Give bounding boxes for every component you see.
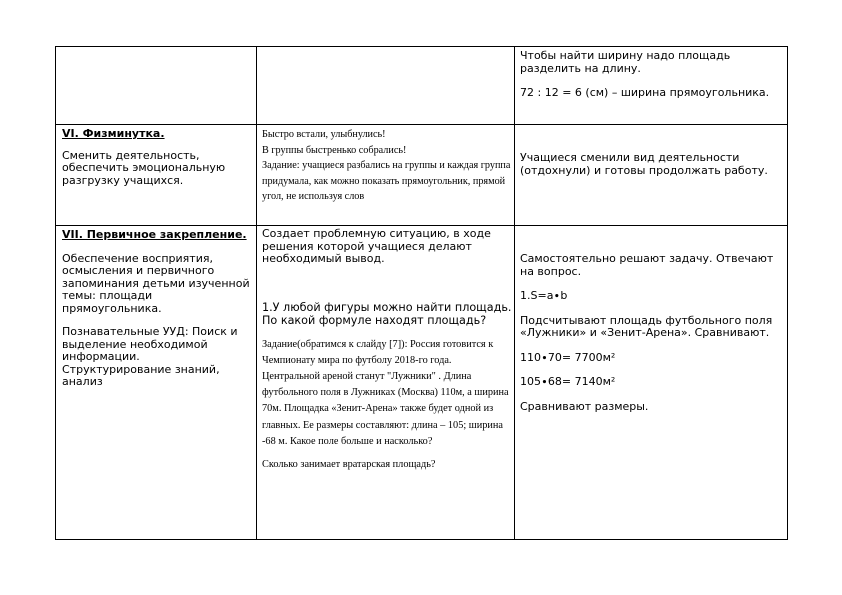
row1-right-cell (520, 50, 778, 124)
student-solve: Самостоятельно решают задачу. Отвечают на вопрос. (520, 253, 774, 278)
stage-goal-p2: Познавательные УУД: Поиск и выделение необходимой информации. Структурирование знаний, анализ (62, 325, 238, 388)
row2-right-cell (520, 152, 780, 224)
row1-middle-cell (257, 47, 514, 124)
stage-goal-text: Сменить деятельность, обеспечить эмоциональную разгрузку учащихся. (62, 148, 226, 187)
row2-middle-cell (262, 127, 514, 224)
table-border-bottom (55, 539, 788, 540)
row1-left-cell (56, 47, 256, 124)
row1-right-p2: 72 : 12 = 6 (см) – ширина прямоугольника. (520, 86, 770, 99)
row1-right-p1: Чтобы найти ширину надо площадь разделить на длину. (520, 50, 731, 75)
teacher-intro: Создает проблемную ситуацию, в ходе решения которой учащиеся делают необходимый вывод. (262, 228, 491, 265)
table-border-right (787, 46, 788, 540)
row3-right-cell (520, 253, 782, 539)
student-formula: 1.S=a∙b (520, 289, 568, 302)
table-border-row1 (55, 124, 788, 125)
student-activity-text: Учащиеся сменили вид деятельности (отдохнули) и готовы продолжать работу. (520, 152, 768, 177)
teacher-goal-area-question: Сколько занимает вратарская площадь? (262, 458, 436, 470)
student-area-luzhniki: 110∙70= 7700м² (520, 350, 616, 364)
row3-left-cell (62, 229, 252, 539)
student-compare: Сравнивают размеры. (520, 399, 649, 413)
row2-left-cell (62, 128, 252, 224)
student-compute: Подсчитывают площадь футбольного поля «Лужники» и «Зенит-Арена». Сравнивают. (520, 313, 773, 339)
table-border-row2 (55, 225, 788, 226)
student-area-zenit: 105∙68= 7140м² (520, 375, 616, 388)
stage-goal-p1: Обеспечение восприятия, осмысления и первичного запоминания детьми изученной темы: площади прямоугольника. (62, 251, 250, 315)
teacher-line-2: В группы быстренько собрались! (262, 144, 407, 156)
teacher-question: 1.У любой фигуры можно найти площадь. По какой формуле находят площадь? (262, 300, 512, 327)
teacher-task: Задание: учащиеся разбались на группы и каждая группа придумала, как можно показать прямоугольник, прямой угол, не используя слов (262, 160, 511, 203)
table-border-col2 (514, 46, 515, 540)
stage-heading-zakreplenie: VII. Первичное закрепление. (62, 229, 247, 241)
teacher-line-1: Быстро встали, улыбнулись! (262, 129, 386, 140)
stage-heading-fizminutka: VI. Физминутка. (62, 128, 165, 140)
row3-middle-cell (262, 228, 512, 539)
teacher-football-task: Задание(обратимся к слайду [7]): Россия готовится к Чемпионату мира по футболу 2018-го года. Центральной ареной станут "Лужники" . Длина футбольного поля в Лужниках (Москва) 110м, а ширина 70м. Площадка «Зенит-Арена» также будет одной из главных. Ее размеры составляют: длина – 105; ширина -68 м. Какое поле больше и насколько? (262, 338, 509, 447)
